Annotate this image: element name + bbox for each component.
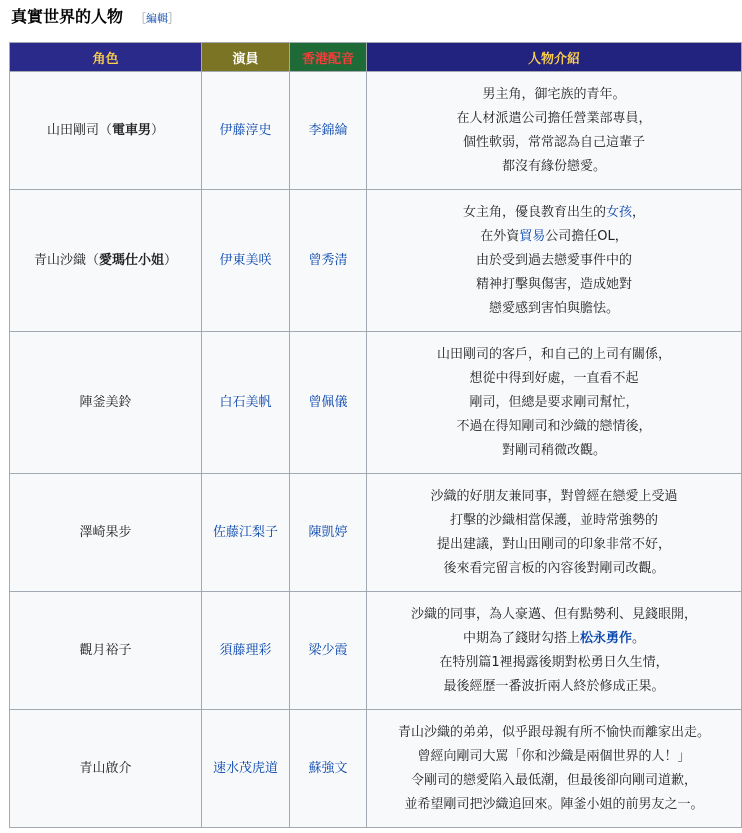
role-close: ） xyxy=(151,122,165,138)
section-title: 真實世界的人物 xyxy=(11,7,124,26)
desc-text: 女主角，優良教育出生的 xyxy=(462,204,606,220)
actor-cell xyxy=(202,592,290,710)
cast-table xyxy=(9,42,742,828)
matsunaga-link[interactable]: 松永勇作 xyxy=(579,630,632,646)
header-actor: 演員 xyxy=(202,43,290,72)
desc-text: ， xyxy=(632,204,646,220)
desc-line: 後來看完留言板的內容後對剛司改觀。 xyxy=(443,560,665,576)
role-cell: 青山啟介 xyxy=(10,710,202,828)
table-header-row xyxy=(10,43,742,72)
desc-line: 不過在得知剛司和沙織的戀情後， xyxy=(456,418,652,434)
role-cell: 陣釜美鈴 xyxy=(10,332,202,474)
actor-cell xyxy=(202,72,290,190)
description-cell xyxy=(367,190,742,332)
desc-line: 精神打擊與傷害，造成她對 xyxy=(475,276,632,292)
description-cell xyxy=(367,474,742,592)
dub-cell xyxy=(290,190,367,332)
table-row xyxy=(10,592,742,710)
desc-line: 在人材派遣公司擔任營業部專員， xyxy=(456,110,652,126)
actor-cell xyxy=(202,474,290,592)
description-cell xyxy=(367,592,742,710)
dub-cell xyxy=(290,332,367,474)
desc-line: 男主角，御宅族的青年。 xyxy=(482,86,626,102)
desc-line: 打擊的沙織相當保護，並時常強勢的 xyxy=(449,512,658,528)
desc-text: 中期為了錢財勾搭上 xyxy=(462,630,580,646)
section-heading xyxy=(11,4,179,26)
desc-line: 個性軟弱，常常認為自己這輩子 xyxy=(462,134,645,150)
role-alias: 電車男 xyxy=(111,122,151,138)
desc-line: 在特別篇1裡揭露後期對松勇日久生情， xyxy=(439,654,669,670)
dub-link[interactable]: 蘇強文 xyxy=(308,760,348,776)
dub-link[interactable]: 曾秀清 xyxy=(308,252,348,268)
actor-link[interactable]: 伊東美咲 xyxy=(219,252,272,268)
role-name: 青山沙織（ xyxy=(33,252,99,268)
desc-line: 剛司，但總是要求剛司幫忙， xyxy=(469,394,639,410)
girl-link[interactable]: 女孩 xyxy=(605,204,632,220)
dub-cell xyxy=(290,710,367,828)
header-intro: 人物介紹 xyxy=(367,43,742,72)
role-cell: 觀月裕子 xyxy=(10,592,202,710)
desc-line: 令剛司的戀愛陷入最低潮，但最後卻向剛司道歉， xyxy=(410,772,697,788)
role-alias: 愛瑪仕小姐 xyxy=(98,252,164,268)
role-cell xyxy=(10,190,202,332)
desc-line: 沙織的同事，為人豪邁、但有點勢利、見錢眼開， xyxy=(410,606,697,622)
table-row xyxy=(10,332,742,474)
role-cell: 澤崎果步 xyxy=(10,474,202,592)
role-name: 山田剛司（ xyxy=(46,122,112,138)
description-cell xyxy=(367,332,742,474)
desc-line xyxy=(371,225,737,249)
edit-bracket-close: ］ xyxy=(168,12,180,25)
desc-line: 沙織的好朋友兼同事，對曾經在戀愛上受過 xyxy=(430,488,678,504)
header-dub: 香港配音 xyxy=(290,43,367,72)
desc-line: 並希望剛司把沙織追回來。陣釜小姐的前男友之一。 xyxy=(404,796,704,812)
desc-line: 由於受到過去戀愛事件中的 xyxy=(475,252,632,268)
dub-link[interactable]: 梁少霞 xyxy=(308,642,348,658)
desc-text: 。 xyxy=(632,630,646,646)
role-close: ） xyxy=(164,252,178,268)
actor-link[interactable]: 須藤理彩 xyxy=(219,642,272,658)
dub-cell xyxy=(290,72,367,190)
desc-line xyxy=(371,201,737,225)
dub-link[interactable]: 曾佩儀 xyxy=(308,394,348,410)
trade-link[interactable]: 貿易 xyxy=(519,228,546,244)
desc-line: 戀愛感到害怕與膽怯。 xyxy=(488,300,619,316)
desc-line: 想從中得到好處，一直看不起 xyxy=(469,370,639,386)
desc-line: 都沒有緣份戀愛。 xyxy=(501,158,606,174)
actor-cell xyxy=(202,710,290,828)
actor-link[interactable]: 速水茂虎道 xyxy=(212,760,278,776)
edit-section xyxy=(135,10,179,26)
actor-cell xyxy=(202,190,290,332)
edit-link[interactable]: 編輯 xyxy=(146,12,169,25)
actor-link[interactable]: 白石美帆 xyxy=(219,394,272,410)
dub-cell xyxy=(290,592,367,710)
desc-line: 青山沙織的弟弟，似乎跟母親有所不愉快而離家出走。 xyxy=(397,724,710,740)
table-row xyxy=(10,710,742,828)
role-cell xyxy=(10,72,202,190)
actor-link[interactable]: 佐藤江梨子 xyxy=(212,524,278,540)
dub-cell xyxy=(290,474,367,592)
table-row xyxy=(10,474,742,592)
header-role: 角色 xyxy=(10,43,202,72)
edit-bracket-open: ［ xyxy=(135,12,147,25)
desc-text: 公司擔任OL， xyxy=(545,228,628,244)
dub-link[interactable]: 陳凱婷 xyxy=(308,524,348,540)
description-cell xyxy=(367,710,742,828)
desc-line: 曾經向剛司大罵「你和沙織是兩個世界的人！」 xyxy=(417,748,691,764)
actor-link[interactable]: 伊藤淳史 xyxy=(219,122,272,138)
desc-line: 提出建議，對山田剛司的印象非常不好， xyxy=(436,536,671,552)
desc-line: 最後經歷一番波折兩人終於修成正果。 xyxy=(443,678,665,694)
desc-line: 對剛司稍微改觀。 xyxy=(501,442,606,458)
description-cell xyxy=(367,72,742,190)
actor-cell xyxy=(202,332,290,474)
desc-text: 在外資 xyxy=(480,228,520,244)
desc-line: 山田剛司的客戶，和自己的上司有關係， xyxy=(436,346,671,362)
dub-link[interactable]: 李錦綸 xyxy=(308,122,348,138)
desc-line xyxy=(371,627,737,651)
table-row xyxy=(10,190,742,332)
table-row xyxy=(10,72,742,190)
